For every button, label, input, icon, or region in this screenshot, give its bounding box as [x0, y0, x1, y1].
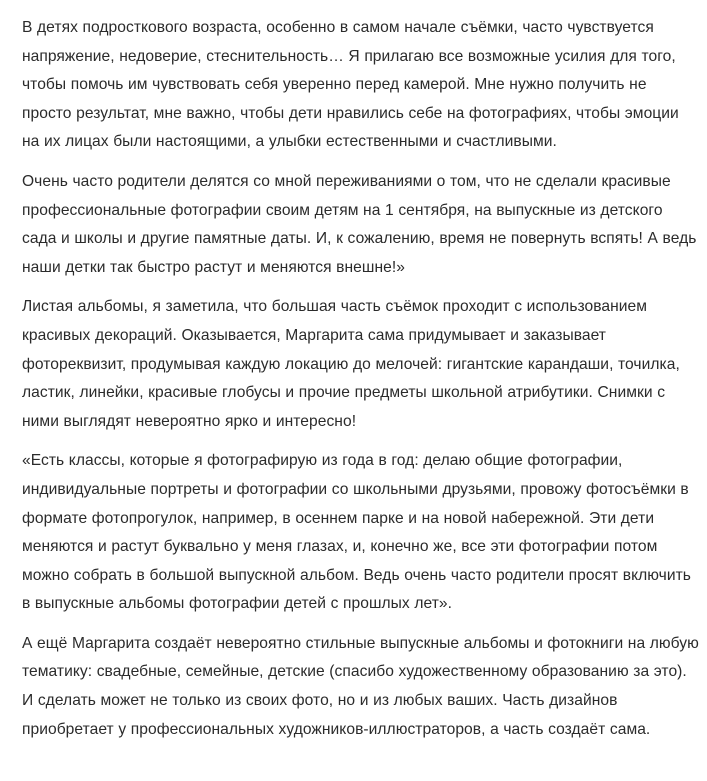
body-paragraph: Очень часто родители делятся со мной переживаниями о том, что не сделали красивые профессиональные фотографии своим детям на 1 сентября, на выпускные из детского сада и школы и другие памятные даты. И, к сожалению, время не повернуть вспять! А ведь наши детки так быстро растут и меняются внешне!»: [22, 172, 697, 276]
body-paragraph: А ещё Маргарита создаёт невероятно стильные выпускные альбомы и фотокниги на любую тематику: свадебные, семейные, детские (спасибо художественному образованию за это). И сделать может не только из своих фото, но и из любых ваших. Часть дизайнов приобретает у профессиональных художников-иллюстраторов, а часть создаёт сама.: [22, 634, 699, 738]
body-paragraph: Листая альбомы, я заметила, что большая часть съёмок проходит с использованием красивых декораций. Оказывается, Маргарита сама придумывает и заказывает фотореквизит, продумывая каждую локацию до мелочей: гигантские карандаши, точилка, ластик, линейки, красивые глобусы и прочие предметы школьной атрибутики. Снимки с ними выглядят невероятно ярко и интересно!: [22, 298, 680, 430]
body-paragraph: «Есть классы, которые я фотографирую из года в год: делаю общие фотографии, индивидуальные портреты и фотографии со школьными друзьями, провожу фотосъёмки в формате фотопрогулок, например, в осеннем парке и на новой набережной. Эти дети меняются и растут буквально у меня глазах, и, конечно же, все эти фотографии потом можно собрать в большой выпускной альбом. Ведь очень часто родители просят включить в выпускные альбомы фотографии детей с прошлых лет».: [22, 452, 691, 613]
body-paragraph: В детях подросткового возраста, особенно в самом начале съёмки, часто чувствуется напряжение, недоверие, стеснительность… Я прилагаю все возможные усилия для того, чтобы помочь им чувствовать себя уверенно перед камерой. Мне нужно получить не просто результат, мне важно, чтобы дети нравились себе на фотографиях, чтобы эмоции на их лицах были настоящими, а улыбки естественными и счастливыми.: [22, 19, 679, 151]
